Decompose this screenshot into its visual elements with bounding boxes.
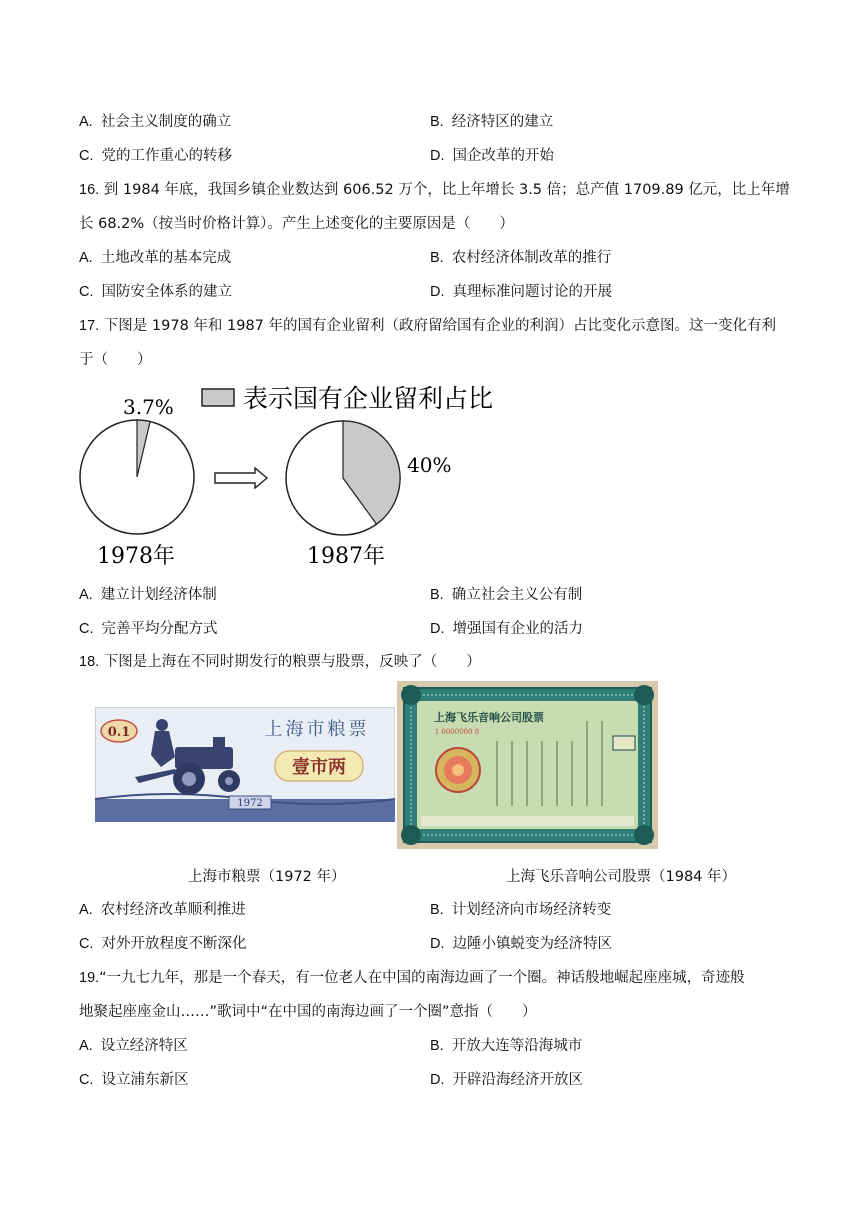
q17-option-b[interactable]: B. 确立社会主义公有制 xyxy=(430,587,583,603)
stock-serial: 1 0000000 8 xyxy=(434,728,480,736)
q16-option-d[interactable]: D. 真理标准问题讨论的开展 xyxy=(430,284,612,300)
q18-option-b[interactable]: B. 计划经济向市场经济转变 xyxy=(430,902,612,918)
q18-option-c[interactable]: C. 对外开放程度不断深化 xyxy=(79,936,247,952)
q18-option-a[interactable]: A. 农村经济改革顺利推进 xyxy=(79,902,246,918)
pie1-label: 3.7% xyxy=(123,395,174,419)
q19-option-d[interactable]: D. 开辟沿海经济开放区 xyxy=(430,1072,583,1088)
q17-option-d[interactable]: D. 增强国有企业的活力 xyxy=(430,621,583,637)
q18-option-d[interactable]: D. 边陲小镇蜕变为经济特区 xyxy=(430,936,612,952)
q18-stem: 18. 下图是上海在不同时期发行的粮票与股票，反映了（ ） xyxy=(79,654,481,670)
pie2-label: 40% xyxy=(407,453,452,477)
q19-stem-line2: 地聚起座座金山……”歌词中“在中国的南海边画了一个圈”意指（ ） xyxy=(79,1004,537,1020)
q17-option-c[interactable]: C. 完善平均分配方式 xyxy=(79,621,218,637)
legend-swatch xyxy=(202,389,234,406)
q17-option-a[interactable]: A. 建立计划经济体制 xyxy=(79,587,217,603)
stock-certificate-image xyxy=(397,681,658,849)
q19-option-c[interactable]: C. 设立浦东新区 xyxy=(79,1072,189,1088)
q19-option-b[interactable]: B. 开放大连等沿海城市 xyxy=(430,1038,583,1054)
grain-ticket-image xyxy=(95,707,395,822)
ticket-title: 上海市粮票 xyxy=(264,719,370,740)
q15-option-c[interactable]: C. 党的工作重心的转移 xyxy=(79,148,232,164)
q15-option-b[interactable]: B. 经济特区的建立 xyxy=(430,114,554,130)
pie2-year: 1987年 xyxy=(307,544,385,569)
q17-pie-figure xyxy=(75,380,515,572)
q15-option-a[interactable]: A. 社会主义制度的确立 xyxy=(79,114,232,130)
arrow-icon xyxy=(215,468,267,488)
q16-option-b[interactable]: B. 农村经济体制改革的推行 xyxy=(430,250,612,266)
ticket-year: 1972 xyxy=(237,798,263,809)
q17-stem-line1: 17. 下图是 1978 年和 1987 年的国有企业留利（政府留给国有企业的利润）占比变化示意图。这一变化有利 xyxy=(79,318,777,334)
ticket-amount: 壹市两 xyxy=(292,757,346,778)
q16-option-a[interactable]: A. 土地改革的基本完成 xyxy=(79,250,232,266)
caption-grain-ticket: 上海市粮票（1972 年） xyxy=(188,869,346,885)
q16-stem-line2: 长 68.2%（按当时价格计算）。产生上述变化的主要原因是（ ） xyxy=(79,216,514,232)
q19-stem-line1: 19.“一九七九年，那是一个春天，有一位老人在中国的南海边画了一个圈。神话般地崛起座座城，奇迹般 xyxy=(79,970,745,986)
pie1-year: 1978年 xyxy=(97,544,175,569)
q19-option-a[interactable]: A. 设立经济特区 xyxy=(79,1038,188,1054)
ticket-value: 0.1 xyxy=(107,725,131,740)
q16-stem-line1: 16. 到 1984 年底，我国乡镇企业数达到 606.52 万个，比上年增长 3.5 倍；总产值 1709.89 亿元，比上年增 xyxy=(79,182,790,198)
caption-stock: 上海飞乐音响公司股票（1984 年） xyxy=(506,869,737,885)
q16-option-c[interactable]: C. 国防安全体系的建立 xyxy=(79,284,232,300)
q15-option-d[interactable]: D. 国企改革的开始 xyxy=(430,148,554,164)
legend-label: 表示国有企业留利占比 xyxy=(243,384,494,413)
q17-stem-line2: 于（ ） xyxy=(79,352,152,368)
stock-title: 上海飞乐音响公司股票 xyxy=(434,711,544,724)
